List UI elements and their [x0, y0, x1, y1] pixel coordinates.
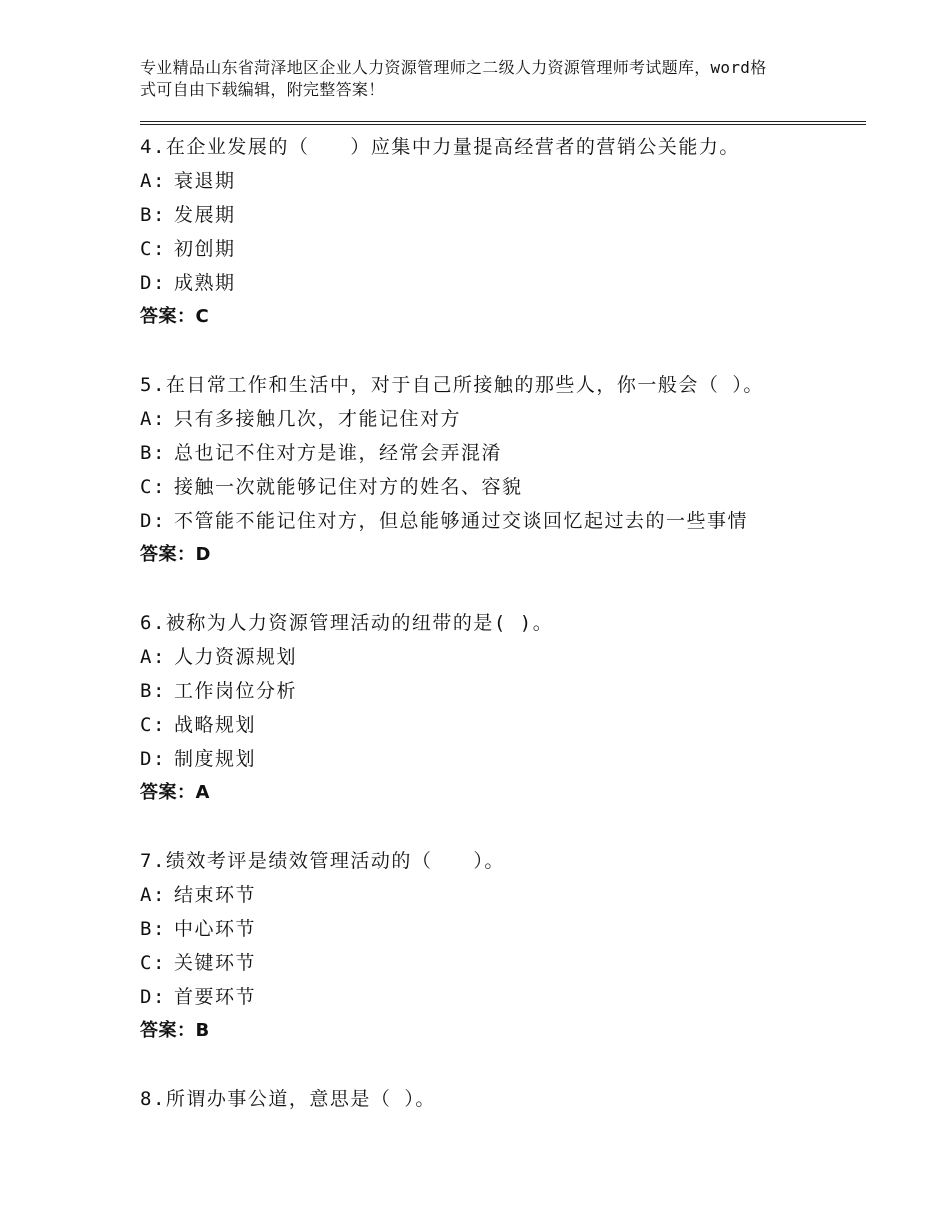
option-letter: C: [140, 952, 166, 974]
option-text: 工作岗位分析 [174, 680, 298, 702]
option-text: 不管能不能记住对方，但总能够通过交谈回忆起过去的一些事情 [174, 510, 749, 532]
answer-option [140, 232, 860, 266]
answer-key: 答案：A [140, 782, 210, 803]
option-text: 发展期 [174, 204, 236, 226]
option-letter: A: [140, 408, 166, 430]
option-letter: B: [140, 442, 166, 464]
answer-option [140, 912, 860, 946]
answer-option [140, 742, 860, 776]
option-text: 战略规划 [174, 714, 257, 736]
answer-option [140, 946, 860, 980]
question-stem: 7.绩效考评是绩效管理活动的（ ）。 [140, 850, 505, 872]
option-text: 人力资源规划 [174, 646, 298, 668]
option-letter: B: [140, 204, 166, 226]
question-block [140, 606, 860, 810]
question-block [140, 130, 860, 334]
question-stem: 6.被称为人力资源管理活动的纽带的是( )。 [140, 612, 554, 634]
option-letter: A: [140, 170, 166, 192]
question-stem: 4.在企业发展的（ ）应集中力量提高经营者的营销公关能力。 [140, 136, 740, 158]
option-text: 关键环节 [174, 952, 257, 974]
answer-option [140, 980, 860, 1014]
option-letter: C: [140, 714, 166, 736]
header-divider [140, 121, 866, 125]
option-letter: A: [140, 884, 166, 906]
option-text: 接触一次就能够记住对方的姓名、容貌 [174, 476, 523, 498]
option-text: 总也记不住对方是谁，经常会弄混淆 [174, 442, 503, 464]
answer-option [140, 640, 860, 674]
option-letter: B: [140, 680, 166, 702]
option-letter: C: [140, 238, 166, 260]
option-letter: D: [140, 510, 166, 532]
answer-option [140, 266, 860, 300]
answer-option [140, 436, 860, 470]
option-letter: D: [140, 986, 166, 1008]
answer-option [140, 402, 860, 436]
option-letter: C: [140, 476, 166, 498]
option-letter: D: [140, 748, 166, 770]
option-text: 首要环节 [174, 986, 257, 1008]
option-text: 衰退期 [174, 170, 236, 192]
option-text: 结束环节 [174, 884, 257, 906]
option-letter: D: [140, 272, 166, 294]
question-list [140, 130, 860, 1150]
question-stem: 5.在日常工作和生活中，对于自己所接触的那些人，你一般会（ ）。 [140, 374, 764, 396]
question-block [140, 368, 860, 572]
question-stem: 8.所谓办事公道，意思是（ ）。 [140, 1088, 436, 1110]
answer-option [140, 878, 860, 912]
answer-option [140, 470, 860, 504]
answer-option [140, 198, 860, 232]
answer-option [140, 674, 860, 708]
question-block [140, 844, 860, 1048]
option-text: 制度规划 [174, 748, 257, 770]
document-header: 专业精品山东省菏泽地区企业人力资源管理师之二级人力资源管理师考试题库，word格式可自由下载编辑，附完整答案！ [140, 58, 767, 99]
answer-key: 答案：B [140, 1020, 210, 1041]
option-text: 成熟期 [174, 272, 236, 294]
answer-option [140, 164, 860, 198]
answer-option [140, 504, 860, 538]
option-letter: A: [140, 646, 166, 668]
option-text: 中心环节 [174, 918, 257, 940]
option-letter: B: [140, 918, 166, 940]
option-text: 只有多接触几次，才能记住对方 [174, 408, 462, 430]
question-block [140, 1082, 860, 1116]
answer-key: 答案：C [140, 306, 210, 327]
answer-option [140, 708, 860, 742]
option-text: 初创期 [174, 238, 236, 260]
answer-key: 答案：D [140, 544, 211, 565]
